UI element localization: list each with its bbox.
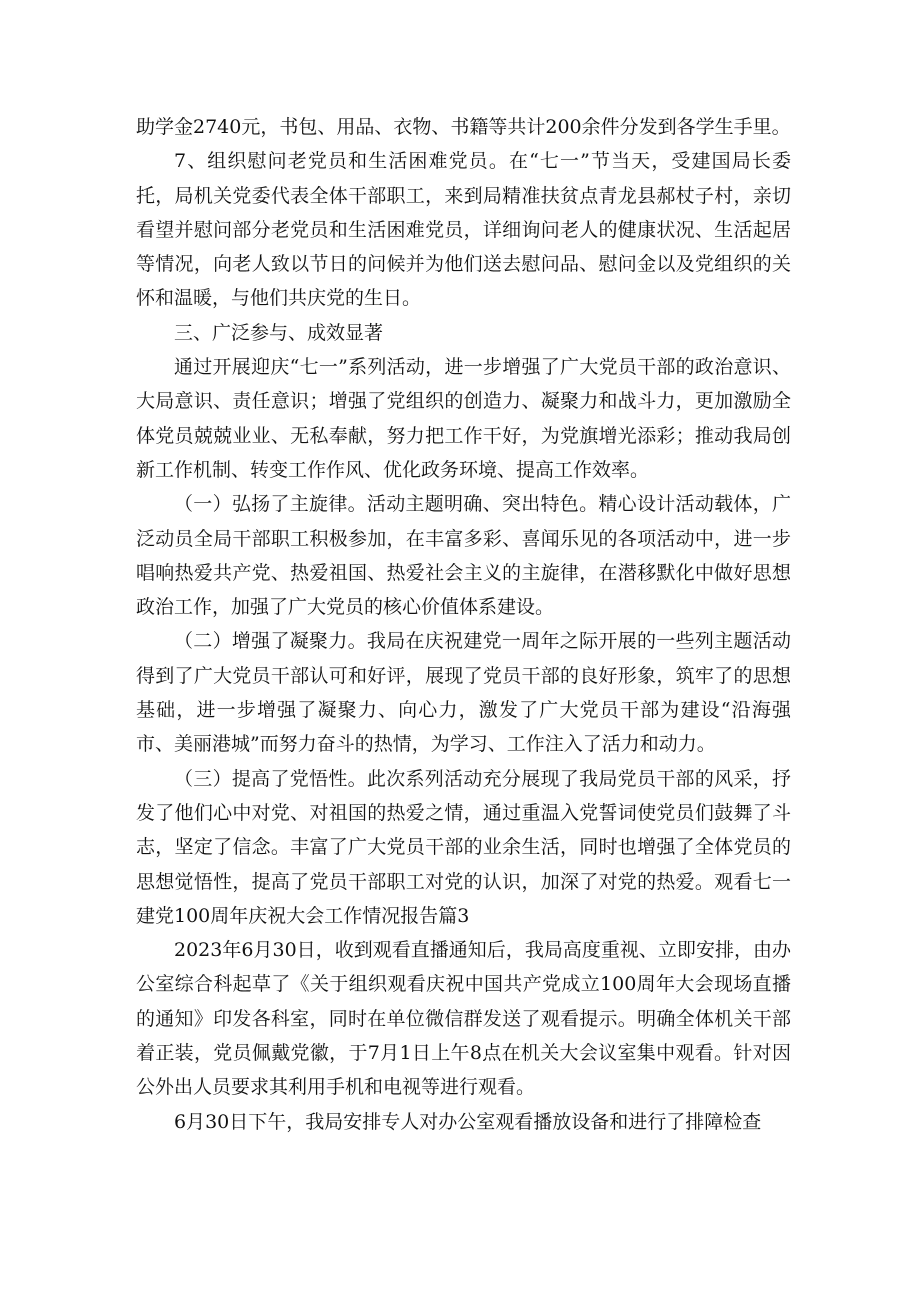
paragraph-live-notice: 2023年6月30日，收到观看直播通知后，我局高度重视、立即安排，由办公室综合科起草了《关于组织观看庆祝中国共产党成立100周年大会现场直播的通知》印发各科室，同时在单位微信群发送了观看提示。明确全体机关干部着正装，党员佩戴党徽，于7月1日上午8点在机关大会议室集中观看。针对因公外出人员要求其利用手机和电视等进行观看。 [136,939,791,1099]
paragraph-scholarship: 助学金2740元，书包、用品、衣物、书籍等共计200余件分发到各学生手里。 [136,116,791,138]
paragraph-point-2: （二）增强了凝聚力。我局在庆祝建党一周年之际开展的一些列主题活动得到了广大党员干部认可和好评，展现了党员干部的良好形象，筑牢了的思想基础，进一步增强了凝聚力、向心力，激发了广大党员干部为建设“沿海强市、美丽港城”而努力奋斗的热情，为学习、工作注入了活力和动力。 [136,630,791,756]
paragraph-point-1: （一）弘扬了主旋律。活动主题明确、突出特色。精心设计活动载体，广泛动员全局干部职工积极参加，在丰富多彩、喜闻乐见的各项活动中，进一步唱响热爱共产党、热爱祖国、热爱社会主义的主旋律，在潜移默化中做好思想政治工作，加强了广大党员的核心价值体系建设。 [136,493,791,619]
paragraph-equipment-check: 6月30日下午，我局安排专人对办公室观看播放设备和进行了排障检查 [174,1110,762,1133]
section-heading-3: 三、广泛参与、成效显著 [174,321,384,344]
paragraph-item-7: 7、组织慰问老党员和生活困难党员。在“七一”节当天，受建国局长委托，局机关党委代表全体干部职工，来到局精准扶贫点青龙县郝杖子村，亲切看望并慰问部分老党员和生活困难党员，详细询问老人的健康状况、生活起居等情况，向老人致以节日的问候并为他们送去慰问品、慰问金以及党组织的关怀和温暖，与他们共庆党的生日。 [136,150,791,310]
paragraph-summary: 通过开展迎庆“七一”系列活动，进一步增强了广大党员干部的政治意识、大局意识、责任意识；增强了党组织的创造力、凝聚力和战斗力，更加激励全体党员兢兢业业、无私奉献，努力把工作干好，为党旗增光添彩；推动我局创新工作机制、转变工作作风、优化政务环境、提高工作效率。 [136,356,791,481]
paragraph-point-3: （三）提高了党悟性。此次系列活动充分展现了我局党员干部的风采，抒发了他们心中对党、对祖国的热爱之情，通过重温入党誓词使党员们鼓舞了斗志，坚定了信念。丰富了广大党员干部的业余生活，同时也增强了全体党员的思想觉悟性，提高了党员干部职工对党的认识，加深了对党的热爱。观看七一建党100周年庆祝大会工作情况报告篇3 [136,767,791,927]
document-body [136,110,791,1139]
